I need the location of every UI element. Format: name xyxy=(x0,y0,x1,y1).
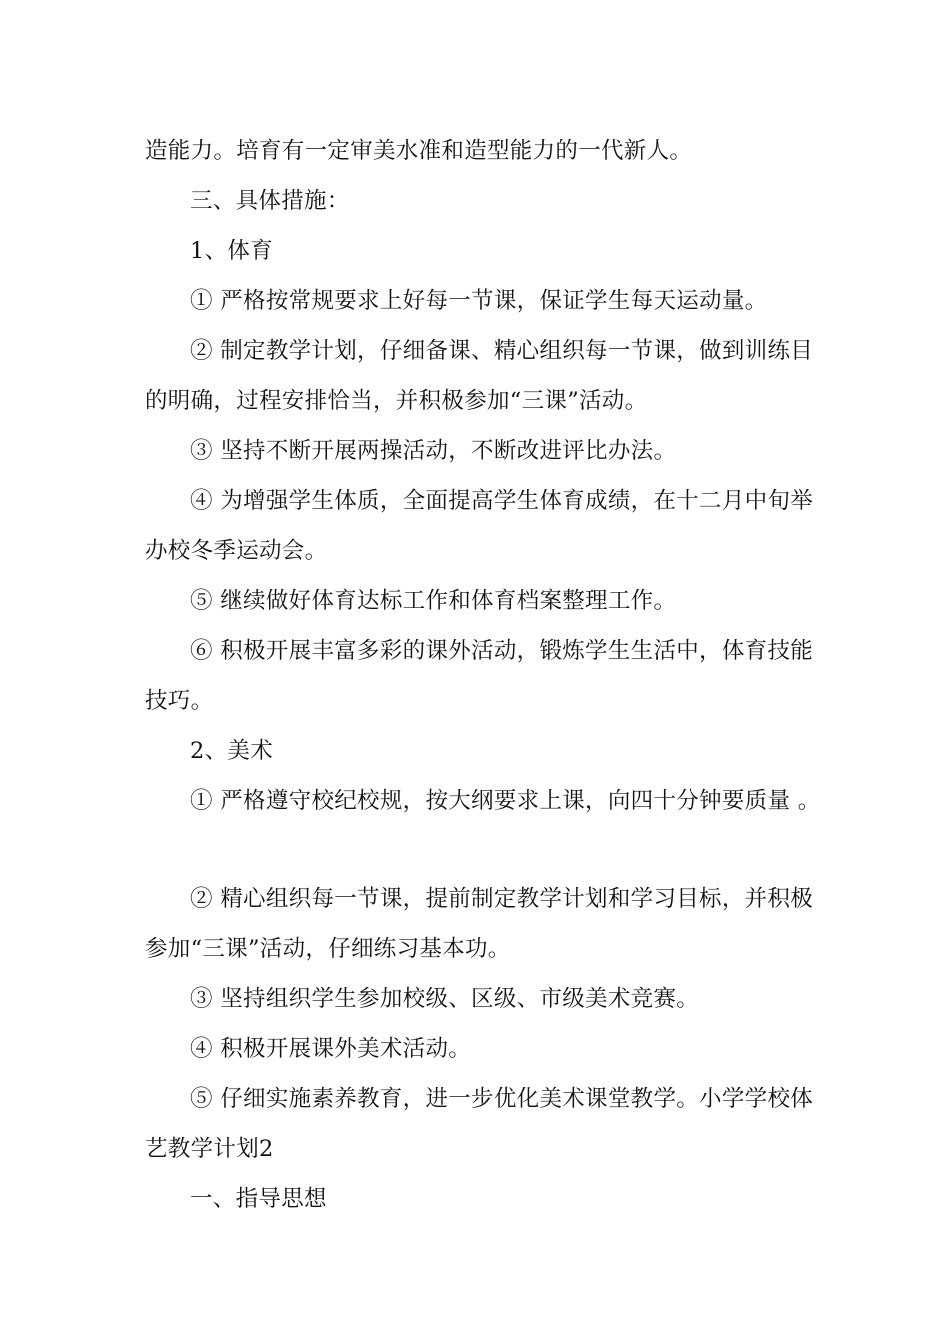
subsection-heading: 2、美术 xyxy=(190,738,274,764)
list-item-continuation: 参加“三课”活动，仔细练习基本功。 xyxy=(145,936,511,962)
section-heading: 三、具体措施： xyxy=(190,188,350,214)
list-item: ④ 积极开展课外美术活动。 xyxy=(190,1036,472,1062)
subsection-heading: 1、体育 xyxy=(190,238,274,264)
paragraph-line: 造能力。培育有一定审美水准和造型能力的一代新人。 xyxy=(145,138,693,164)
list-item-continuation: 技巧。 xyxy=(145,688,214,714)
list-item: ③ 坚持组织学生参加校级、区级、市级美术竞赛。 xyxy=(190,986,700,1012)
list-item: ① 严格按常规要求上好每一节课，保证学生每天运动量。 xyxy=(190,288,768,314)
list-item: ③ 坚持不断开展两操活动，不断改进评比办法。 xyxy=(190,438,677,464)
list-item-continuation: 艺教学计划2 xyxy=(145,1136,274,1162)
list-item: ⑥ 积极开展丰富多彩的课外活动，锻炼学生生活中，体育技能 xyxy=(190,638,814,664)
section-heading: 一、指导思想 xyxy=(190,1186,327,1212)
list-item: ④ 为增强学生体质，全面提高学生体育成绩，在十二月中旬举 xyxy=(190,488,814,514)
list-item: ② 制定教学计划，仔细备课、精心组织每一节课，做到训练目 xyxy=(190,338,814,364)
list-item: ② 精心组织每一节课，提前制定教学计划和学习目标，并积极 xyxy=(190,886,814,912)
list-item: ⑤ 继续做好体育达标工作和体育档案整理工作。 xyxy=(190,588,677,614)
list-item: ① 严格遵守校纪校规，按大纲要求上课，向四十分钟要质量 。 xyxy=(190,788,821,814)
list-item-continuation: 办校冬季运动会。 xyxy=(145,538,328,564)
list-item-continuation: 的明确，过程安排恰当，并积极参加“三课”活动。 xyxy=(145,388,648,414)
list-item: ⑤ 仔细实施素养教育，进一步优化美术课堂教学。小学学校体 xyxy=(190,1086,814,1112)
